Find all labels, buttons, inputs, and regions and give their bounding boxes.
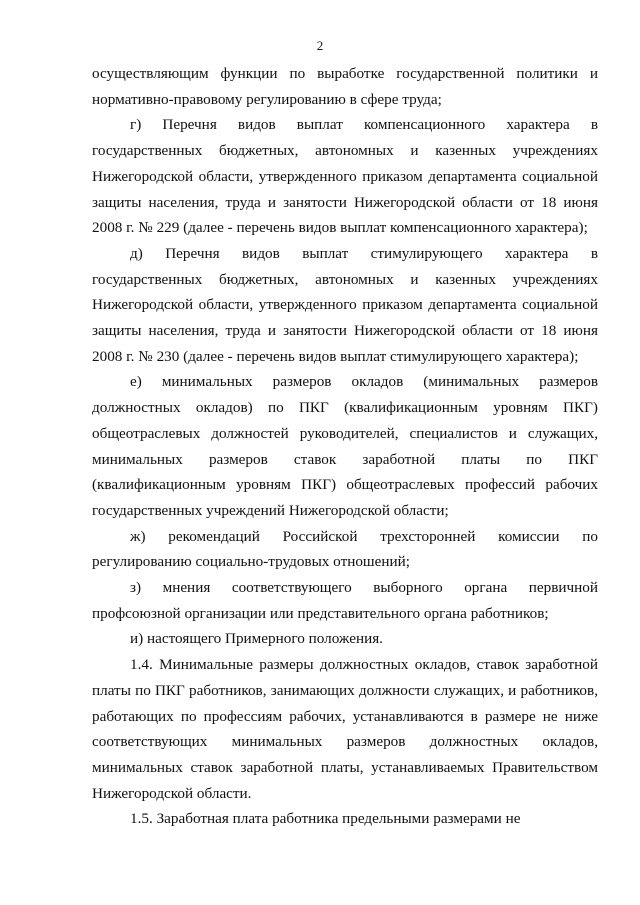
paragraph-item-i: и) настоящего Примерного положения. bbox=[130, 630, 383, 648]
paragraph-item-zh: ж) рекомендаций Российской трехсторонней комиссии по регулированию социально-трудовых отношений; bbox=[92, 527, 598, 571]
document-body bbox=[92, 61, 598, 832]
paragraph-section-1-5: 1.5. Заработная плата работника предельными размерами не bbox=[130, 810, 521, 828]
paragraph-item-g: г) Перечня видов выплат компенсационного характера в государственных бюджетных, автономных и казенных учреждениях Нижегородской области, утвержденного приказом департамента социальной защиты населения, труда и занятости Нижегородской области от 18 июня 2008 г. № 229 (далее - перечень видов выплат компенсационного характера); bbox=[92, 116, 598, 237]
paragraph-item-e: е) минимальных размеров окладов (минимальных размеров должностных окладов) по ПКГ (квалификационным уровням ПКГ) общеотраслевых должностей руководителей, специалистов и служащих, минимальных размеров ставок заработной платы по ПКГ (квалификационным уровням ПКГ) общеотраслевых профессий рабочих государственных учреждений Нижегородской области; bbox=[92, 373, 598, 519]
paragraph-continuation: осуществляющим функции по выработке государственной политики и нормативно-правовому регулированию в сфере труда; bbox=[92, 65, 598, 108]
paragraph-item-d: д) Перечня видов выплат стимулирующего характера в государственных бюджетных, автономных и казенных учреждениях Нижегородской области, утвержденного приказом департамента социальной защиты населения, труда и занятости Нижегородской области от 18 июня 2008 г. № 230 (далее - перечень видов выплат стимулирующего характера); bbox=[92, 244, 598, 365]
page-number: 2 bbox=[316, 38, 324, 53]
paragraph-item-z: з) мнения соответствующего выборного органа первичной профсоюзной организации или представительного органа работников; bbox=[92, 579, 598, 622]
paragraph-section-1-4: 1.4. Минимальные размеры должностных окладов, ставок заработной платы по ПКГ работников, занимающих должности служащих, и работников, работающих по профессиям рабочих, устанавливаются в размере не ниже соответствующих минимальных размеров должностных окладов, минимальных ставок заработной платы, устанавливаемых Правительством Нижегородской области. bbox=[92, 656, 598, 802]
